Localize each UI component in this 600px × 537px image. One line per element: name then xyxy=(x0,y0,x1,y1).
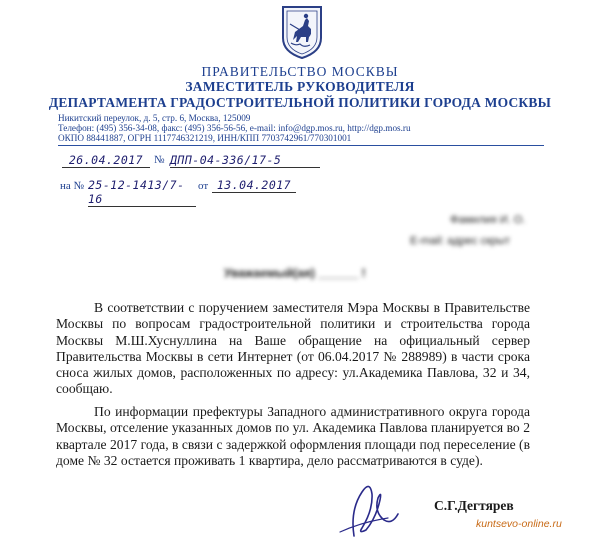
recipient-email: E-mail: адрес скрыт xyxy=(410,235,510,247)
moscow-coat-of-arms-icon xyxy=(280,4,324,60)
from-label: от xyxy=(198,180,209,192)
salutation: Уважаемый(ая) ______ ! xyxy=(224,266,366,280)
signer-name: С.Г.Дегтярев xyxy=(434,498,514,513)
outgoing-date: 26.04.2017 xyxy=(62,153,150,168)
source-watermark: kuntsevo-online.ru xyxy=(476,518,562,530)
recipient-name: Фамилия И. О. xyxy=(450,214,526,226)
address-line: Никитский переулок, д. 5, стр. 6, Москва, 125009 xyxy=(58,113,251,123)
position-title: ЗАМЕСТИТЕЛЬ РУКОВОДИТЕЛЯ xyxy=(185,79,415,94)
letterhead-divider xyxy=(58,145,544,146)
contacts-line: Телефон: (495) 356-34-08, факс: (495) 356-56-56, e-mail: info@dgp.mos.ru, http://dgp.mos.ru xyxy=(58,123,411,133)
reply-to-label: на № xyxy=(60,180,85,192)
number-label: № xyxy=(154,154,165,166)
department-title: ДЕПАРТАМЕНТА ГРАДОСТРОИТЕЛЬНОЙ ПОЛИТИКИ ГОРОДА МОСКВЫ xyxy=(48,95,552,110)
body-paragraph-2: По информации префектуры Западного административного округа города Москвы, отселение указанных домов по ул. Академика Павлова планируется во 2 квартале 2017 года, в связи с задержкой оформления площади под переселение (в доме № 32 остается проживать 1 квартира, дело рассматриваются в суде). xyxy=(56,404,530,468)
registry-codes-line: ОКПО 88441887, ОГРН 1117746321219, ИНН/КПП 7703742961/770301001 xyxy=(58,133,352,143)
body-paragraph-1: В соответствии с поручением заместителя Мэра Москвы в Правительстве Москвы по вопросам градостроительной политики и строительства города Москвы М.Ш.Хуснуллина на Ваше обращение на официальный сервер Правительства Москвы в сети Интернет (от 06.04.2017 № 288989) в части срока сноса жилых домов, расположенных по адресу: ул.Академика Павлова, 32 и 34, сообщаю. xyxy=(56,300,530,397)
government-title: ПРАВИТЕЛЬСТВО МОСКВЫ xyxy=(201,64,399,79)
handwritten-signature-icon xyxy=(332,470,422,537)
incoming-number: 25-12-1413/7-16 xyxy=(88,178,196,207)
incoming-date: 13.04.2017 xyxy=(212,178,296,193)
outgoing-number: ДПП-04-336/17-5 xyxy=(170,153,320,168)
